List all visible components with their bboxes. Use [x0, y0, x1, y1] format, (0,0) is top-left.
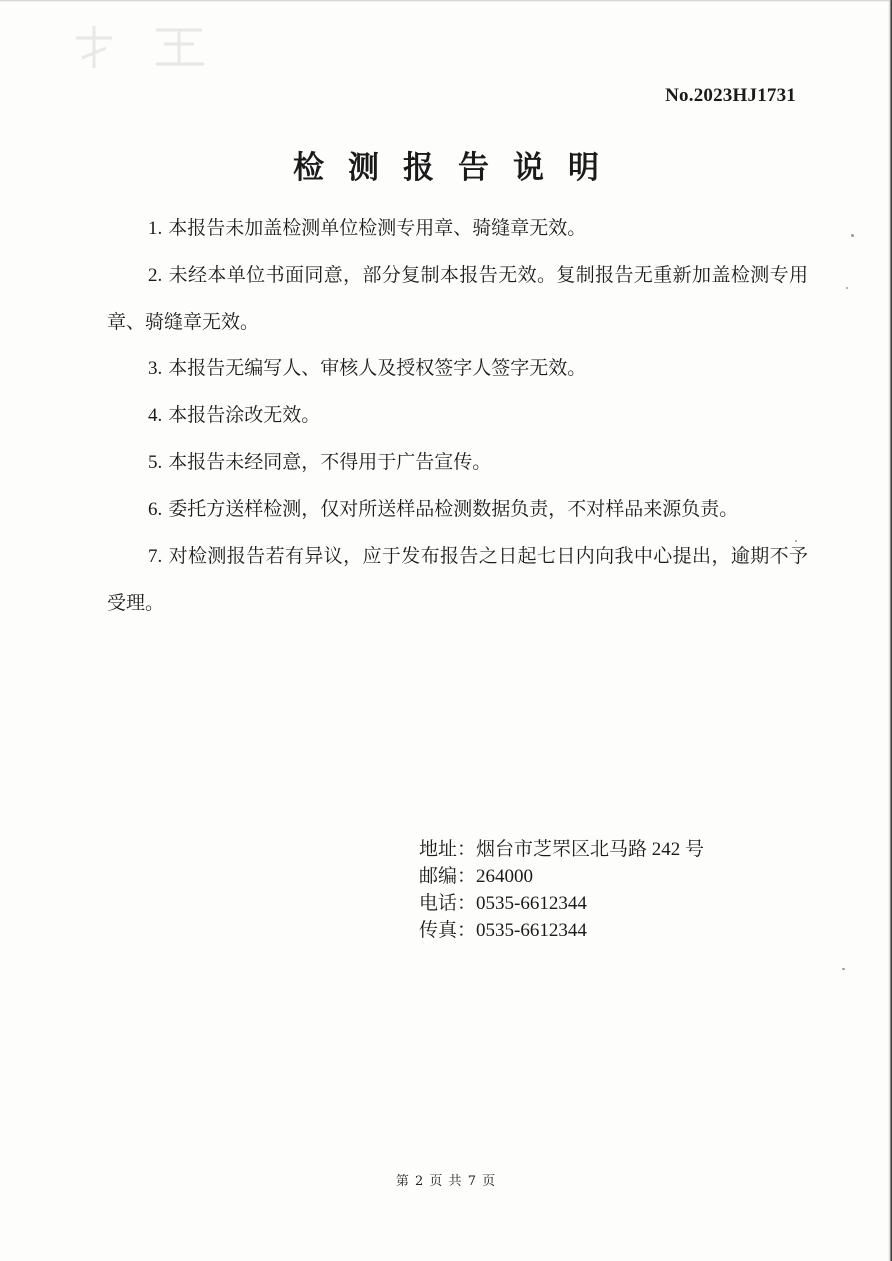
speck: [846, 287, 848, 289]
note-text: 本报告涂改无效。: [168, 404, 321, 426]
contact-fax: [419, 917, 704, 944]
note-item: [107, 205, 808, 252]
stamp-bleed-through-mark: [72, 18, 222, 72]
page-title: 检测报告说明: [293, 150, 623, 186]
postcode-value: 264000: [476, 866, 534, 887]
note-item: [107, 439, 808, 486]
note-number: 5.: [148, 452, 163, 473]
note-text: 本报告无编写人、审核人及授权签字人签字无效。: [168, 357, 587, 379]
note-text: 委托方送样检测，仅对所送样品检测数据负责，不对样品来源负责。: [168, 498, 739, 520]
note-text: 未经本单位书面同意，部分复制本报告无效。复制报告无重新加盖检测专用章、骑缝章无效。: [107, 264, 808, 333]
contact-block: [419, 836, 704, 944]
note-text: 本报告未经同意，不得用于广告宣传。: [168, 451, 492, 473]
note-number: 2.: [148, 265, 163, 286]
phone-value: 0535-6612344: [476, 893, 587, 914]
note-number: 4.: [148, 405, 163, 426]
speck: [851, 234, 854, 237]
note-item: [107, 392, 808, 439]
note-number: 6.: [148, 499, 163, 520]
address-label: 地址：: [419, 838, 477, 860]
speck: [842, 968, 845, 970]
postcode-label: 邮编：: [419, 865, 477, 887]
notes-list: [107, 205, 808, 626]
phone-label: 电话：: [419, 892, 477, 914]
address-value: 烟台市芝罘区北马路 242 号: [476, 839, 705, 860]
scan-edge-right: [888, 0, 892, 1261]
note-text: 本报告未加盖检测单位检测专用章、骑缝章无效。: [168, 217, 587, 239]
fax-label: 传真：: [419, 919, 477, 941]
report-number: No.2023HJ1731: [665, 85, 796, 106]
page-indicator: 第 2 页 共 7 页: [395, 1174, 497, 1189]
note-text: 对检测报告若有异议，应于发布报告之日起七日内向我中心提出，逾期不予受理。: [107, 545, 808, 614]
note-number: 7.: [148, 546, 163, 567]
contact-postcode: [419, 863, 704, 890]
scan-edge-top: [0, 0, 892, 2]
note-number: 1.: [148, 218, 163, 239]
note-number: 3.: [148, 358, 163, 379]
note-item: [107, 252, 808, 345]
speck: [795, 540, 797, 542]
fax-value: 0535-6612344: [476, 920, 587, 941]
note-item: [107, 533, 808, 626]
contact-phone: [419, 890, 704, 917]
note-item: [107, 345, 808, 392]
contact-address: [419, 836, 704, 863]
note-item: [107, 486, 808, 533]
